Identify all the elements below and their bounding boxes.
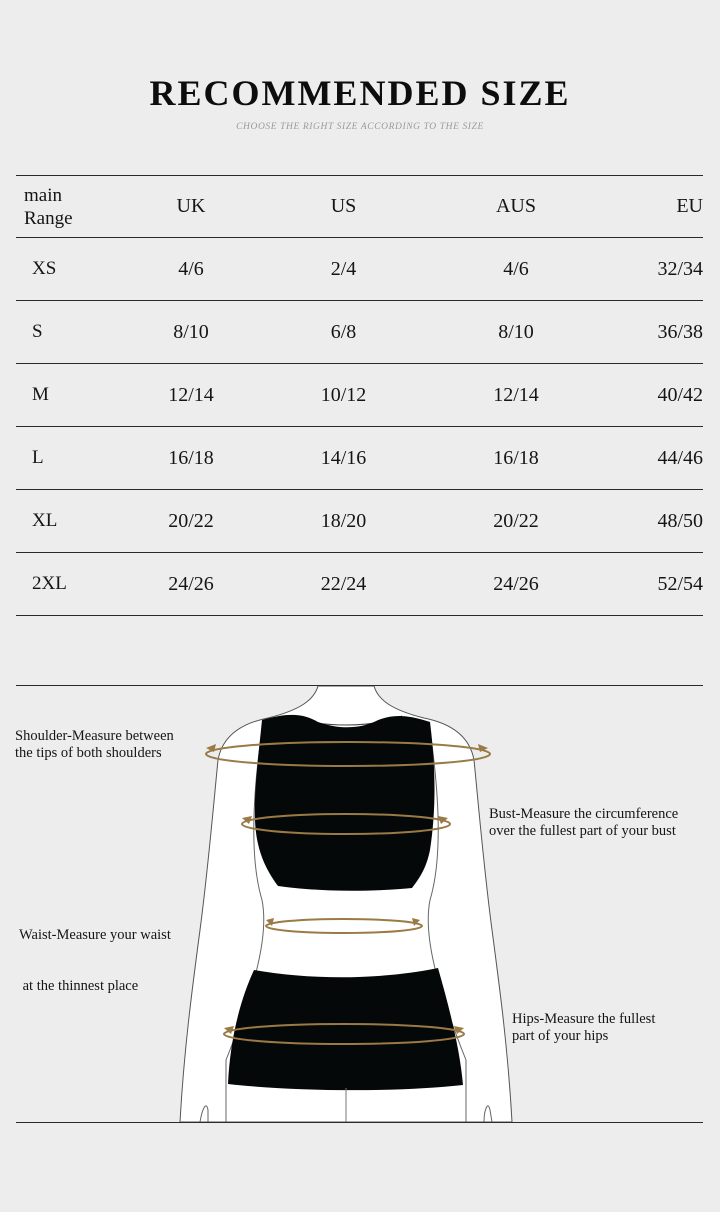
table-header-row bbox=[16, 176, 703, 238]
column-header-uk: UK bbox=[116, 176, 266, 238]
table-row bbox=[16, 364, 703, 427]
cell-eu: 36/38 bbox=[611, 301, 703, 364]
column-header-aus: AUS bbox=[421, 176, 611, 238]
cell-aus: 16/18 bbox=[421, 427, 611, 490]
cell-eu: 52/54 bbox=[611, 553, 703, 616]
bust-label-line1: Bust-Measure the circumference bbox=[489, 806, 679, 822]
cell-aus: 20/22 bbox=[421, 490, 611, 553]
cell-uk: 16/18 bbox=[116, 427, 266, 490]
table-row bbox=[16, 238, 703, 301]
cell-eu: 40/42 bbox=[611, 364, 703, 427]
shorts-garment bbox=[228, 968, 463, 1090]
cell-us: 10/12 bbox=[266, 364, 421, 427]
waist-label bbox=[19, 893, 171, 1012]
cell-us: 2/4 bbox=[266, 238, 421, 301]
shoulder-label-line2: the tips of both shoulders bbox=[15, 745, 162, 761]
cell-size: S bbox=[16, 301, 116, 364]
cell-us: 14/16 bbox=[266, 427, 421, 490]
cell-aus: 24/26 bbox=[421, 553, 611, 616]
hips-label-line2: part of your hips bbox=[512, 1028, 609, 1044]
cell-size: XL bbox=[16, 490, 116, 553]
cell-size: L bbox=[16, 427, 116, 490]
cell-aus: 4/6 bbox=[421, 238, 611, 301]
cell-uk: 8/10 bbox=[116, 301, 266, 364]
bust-label bbox=[489, 806, 678, 840]
cell-eu: 48/50 bbox=[611, 490, 703, 553]
cell-us: 6/8 bbox=[266, 301, 421, 364]
column-header-us: US bbox=[266, 176, 421, 238]
column-header-range-line1: main bbox=[24, 184, 62, 206]
table-row bbox=[16, 553, 703, 616]
cell-eu: 44/46 bbox=[611, 427, 703, 490]
cell-size: 2XL bbox=[16, 553, 116, 616]
waist-label-line1: Waist-Measure your waist bbox=[19, 927, 171, 943]
hips-label-line1: Hips-Measure the fullest bbox=[512, 1011, 656, 1027]
shoulder-label-line1: Shoulder-Measure between bbox=[15, 728, 174, 744]
size-chart-table bbox=[16, 175, 703, 616]
column-header-range bbox=[16, 176, 116, 238]
cell-uk: 4/6 bbox=[116, 238, 266, 301]
table-row bbox=[16, 490, 703, 553]
cell-size: M bbox=[16, 364, 116, 427]
cell-aus: 12/14 bbox=[421, 364, 611, 427]
cell-size: XS bbox=[16, 238, 116, 301]
shoulder-label bbox=[15, 728, 174, 762]
guide-bottom-divider bbox=[16, 1122, 703, 1123]
cell-uk: 12/14 bbox=[116, 364, 266, 427]
waist-label-line2: at the thinnest place bbox=[19, 978, 139, 994]
hips-label bbox=[512, 1011, 655, 1045]
column-header-eu: EU bbox=[611, 176, 703, 238]
column-header-range-line2: Range bbox=[24, 207, 73, 229]
page-subtitle: CHOOSE THE RIGHT SIZE ACCORDING TO THE SIZE bbox=[236, 122, 484, 132]
cell-us: 22/24 bbox=[266, 553, 421, 616]
cell-uk: 20/22 bbox=[116, 490, 266, 553]
page-title: RECOMMENDED SIZE bbox=[149, 73, 571, 113]
cell-eu: 32/34 bbox=[611, 238, 703, 301]
cell-us: 18/20 bbox=[266, 490, 421, 553]
cell-aus: 8/10 bbox=[421, 301, 611, 364]
table-row bbox=[16, 301, 703, 364]
cell-uk: 24/26 bbox=[116, 553, 266, 616]
bust-label-line2: over the fullest part of your bust bbox=[489, 823, 676, 839]
table-row bbox=[16, 427, 703, 490]
